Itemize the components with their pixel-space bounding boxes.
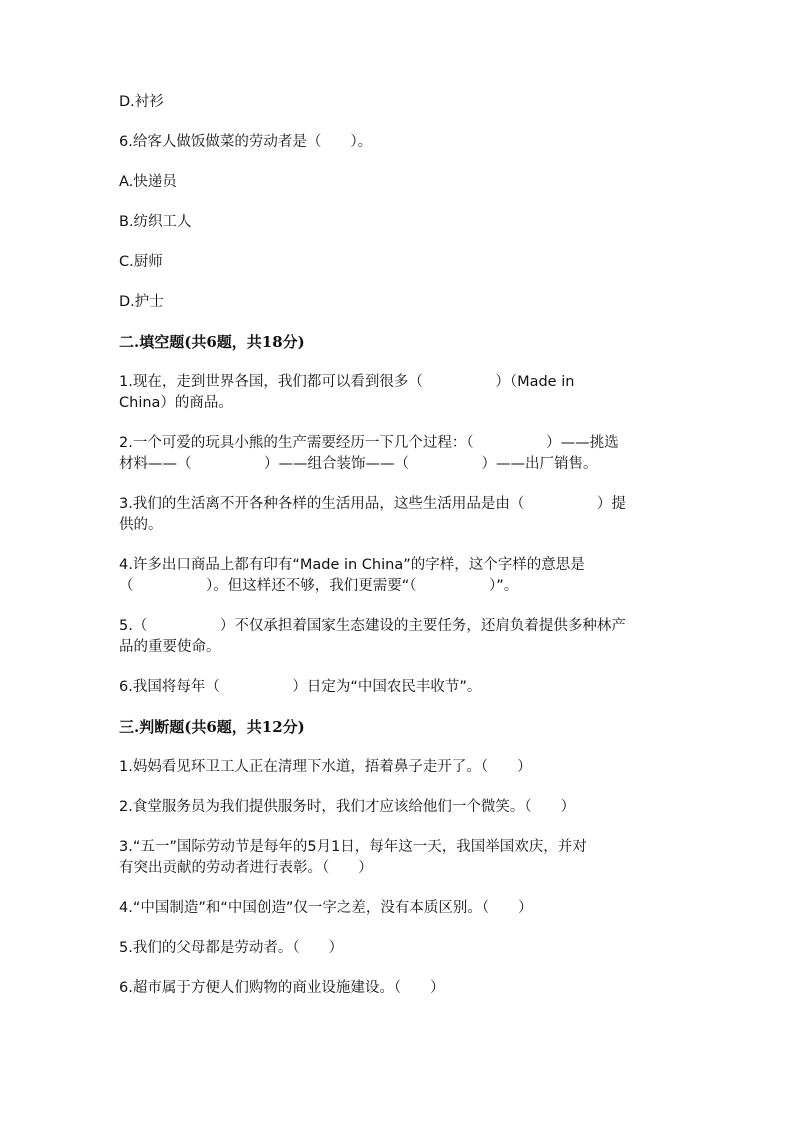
question-line: （ ）。但这样还不够，我们更需要“（ ）”。 <box>119 578 519 594</box>
judge-question-1 <box>119 757 675 778</box>
section3-title: 三.判断题(共6题，共12分) <box>119 718 305 736</box>
question-line: 6.超市属于方便人们购物的商业设施建设。（ ） <box>119 980 445 996</box>
q6-stem: 6.给客人做饭做菜的劳动者是（ ）。 <box>119 134 373 150</box>
question-line: 4.许多出口商品上都有印有“Made in China”的字样，这个字样的意思是 <box>119 557 585 573</box>
fill-question-4 <box>119 555 675 597</box>
q6-option-d: D.护士 <box>119 294 164 310</box>
fill-question-2 <box>119 433 675 475</box>
fill-question-6 <box>119 677 675 698</box>
fill-question-1 <box>119 372 675 414</box>
judge-question-4 <box>119 898 675 919</box>
question-line: 4.“中国制造”和“中国创造”仅一字之差，没有本质区别。（ ） <box>119 900 533 916</box>
q6-option-a: A.快递员 <box>119 174 177 190</box>
question-line: 供的。 <box>119 517 163 533</box>
question-line: 2.食堂服务员为我们提供服务时，我们才应该给他们一个微笑。（ ） <box>119 799 576 815</box>
judge-question-6 <box>119 978 675 999</box>
fill-question-3 <box>119 494 675 536</box>
question-line: 6.我国将每年（ ）日定为“中国农民丰收节”。 <box>119 679 482 695</box>
question-line: 3.“五一”国际劳动节是每年的5月1日，每年这一天，我国举国欢庆，并对 <box>119 839 587 855</box>
fill-question-5 <box>119 616 675 658</box>
judge-question-2 <box>119 797 675 818</box>
judge-question-3 <box>119 837 675 879</box>
question-line: 品的重要使命。 <box>119 639 221 655</box>
q6-option-c: C.厨师 <box>119 254 163 270</box>
question-line: 5.（ ）不仅承担着国家生态建设的主要任务，还肩负着提供多种林产 <box>119 618 626 634</box>
question-line: 2.一个可爱的玩具小熊的生产需要经历一下几个过程：（ ）——挑选 <box>119 435 619 451</box>
question-line: 3.我们的生活离不开各种各样的生活用品，这些生活用品是由（ ）提 <box>119 496 626 512</box>
exam-page <box>119 92 675 999</box>
q6-option-b: B.纺织工人 <box>119 214 192 230</box>
question-line: China）的商品。 <box>119 395 233 411</box>
question-line: 5.我们的父母都是劳动者。（ ） <box>119 940 344 956</box>
judge-question-5 <box>119 938 675 959</box>
section2-title: 二.填空题(共6题，共18分) <box>119 333 305 351</box>
question-line: 1.现在，走到世界各国，我们都可以看到很多（ ）（Made in <box>119 374 575 390</box>
question-line: 1.妈妈看见环卫工人正在清理下水道，捂着鼻子走开了。（ ） <box>119 759 532 775</box>
question-line: 材料——（ ）——组合装饰——（ ）——出厂销售。 <box>119 456 598 472</box>
question-line: 有突出贡献的劳动者进行表彰。（ ） <box>119 860 373 876</box>
q5-option-d: D.衬衫 <box>119 94 164 110</box>
